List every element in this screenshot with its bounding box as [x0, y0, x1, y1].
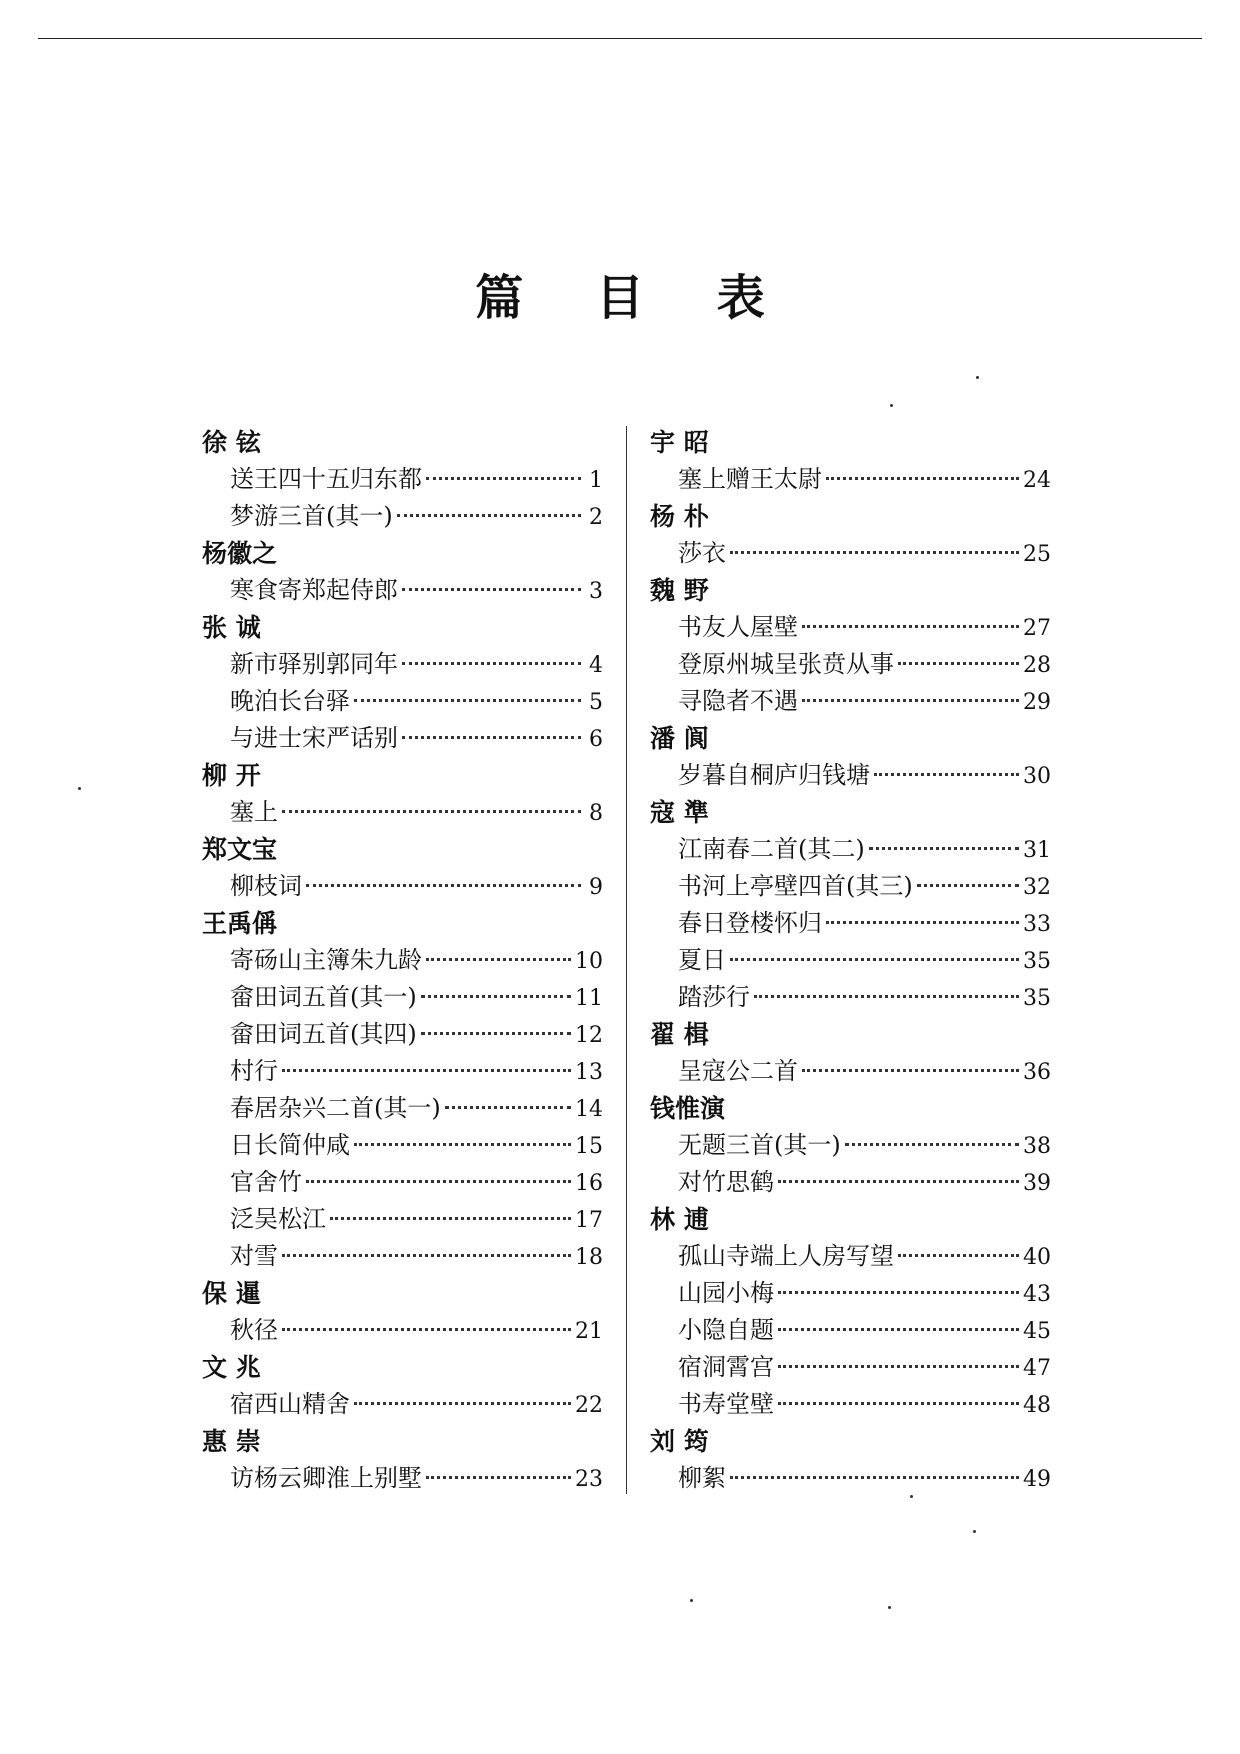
page-number: 30 [1023, 764, 1051, 789]
dot-leader [917, 884, 1019, 887]
page-number: 14 [575, 1097, 603, 1122]
dot-leader [282, 810, 581, 813]
poem-title: 宿洞霄宫 [678, 1353, 774, 1381]
page-number: 11 [575, 986, 603, 1011]
scan-speck [690, 1599, 693, 1602]
author-heading: 魏 野 [650, 576, 709, 605]
toc-entry[interactable] [646, 1312, 1051, 1349]
page-number: 22 [575, 1393, 603, 1418]
poem-title: 塞上赠王太尉 [678, 465, 822, 493]
toc-entry[interactable] [198, 794, 603, 831]
dot-leader [730, 1476, 1019, 1479]
toc-entry[interactable] [646, 1460, 1051, 1497]
poem-title: 寻隐者不遇 [678, 687, 798, 715]
toc-entry[interactable] [646, 1053, 1051, 1090]
scan-speck [910, 1495, 913, 1498]
toc-entry[interactable] [646, 1349, 1051, 1386]
poem-title: 送王四十五归东都 [230, 465, 422, 493]
page-number: 6 [589, 727, 603, 752]
poem-title: 岁暮自桐庐归钱塘 [678, 761, 870, 789]
author-heading: 潘 阆 [650, 724, 709, 753]
poem-title: 春日登楼怀归 [678, 909, 822, 937]
dot-leader [421, 1032, 571, 1035]
dot-leader [402, 736, 581, 739]
toc-entry[interactable] [198, 720, 603, 757]
poem-title: 书寿堂壁 [678, 1390, 774, 1418]
dot-leader [354, 1143, 571, 1146]
poem-title: 畲田词五首(其一) [230, 983, 417, 1011]
toc-left-column [198, 424, 603, 1497]
poem-title: 官舍竹 [230, 1168, 302, 1196]
author-heading: 寇 準 [650, 798, 709, 827]
poem-title: 秋径 [230, 1316, 278, 1344]
poem-title: 踏莎行 [678, 983, 750, 1011]
author-heading: 杨 朴 [650, 502, 709, 531]
page-number: 45 [1023, 1319, 1051, 1344]
dot-leader [282, 1254, 571, 1257]
dot-leader [402, 662, 581, 665]
author-heading: 惠 崇 [202, 1427, 261, 1456]
dot-leader [778, 1328, 1019, 1331]
author-heading: 宇 昭 [650, 428, 709, 457]
poem-title: 登原州城呈张贲从事 [678, 650, 894, 678]
page-number: 8 [589, 801, 603, 826]
scan-speck [976, 376, 979, 379]
dot-leader [802, 699, 1019, 702]
page-number: 39 [1023, 1171, 1051, 1196]
author-heading: 郑文宝 [202, 835, 278, 864]
dot-leader [421, 995, 571, 998]
poem-title: 对雪 [230, 1242, 278, 1270]
author-heading: 张 诚 [202, 613, 261, 642]
toc-entry[interactable] [646, 942, 1051, 979]
page-number: 23 [575, 1467, 603, 1492]
dot-leader [354, 1402, 571, 1405]
page-number: 48 [1023, 1393, 1051, 1418]
page-number: 36 [1023, 1060, 1051, 1085]
page-number: 49 [1023, 1467, 1051, 1492]
poem-title: 无题三首(其一) [678, 1131, 841, 1159]
author-heading: 刘 筠 [650, 1427, 709, 1456]
dot-leader [397, 514, 581, 517]
page-number: 29 [1023, 690, 1051, 715]
poem-title: 书河上亭壁四首(其三) [678, 872, 913, 900]
toc-entry[interactable] [198, 1312, 603, 1349]
author-heading: 林 逋 [650, 1205, 709, 1234]
dot-leader [306, 884, 581, 887]
dot-leader [730, 958, 1019, 961]
poem-title: 孤山寺端上人房写望 [678, 1242, 894, 1270]
author-heading: 文 兆 [202, 1353, 261, 1382]
toc-entry[interactable] [198, 572, 603, 609]
poem-title: 柳絮 [678, 1464, 726, 1492]
toc-entry[interactable] [198, 1201, 603, 1238]
toc-entry[interactable] [646, 535, 1051, 572]
page-title: 篇 目 表 [475, 270, 793, 326]
page-number: 16 [575, 1171, 603, 1196]
poem-title: 寒食寄郑起侍郎 [230, 576, 398, 604]
page-number: 43 [1023, 1282, 1051, 1307]
toc-entry[interactable] [646, 979, 1051, 1016]
toc-entry[interactable] [198, 683, 603, 720]
page-number: 35 [1023, 949, 1051, 974]
toc-entry[interactable] [646, 646, 1051, 683]
poem-title: 寄砀山主簿朱九龄 [230, 946, 422, 974]
author-heading: 保 暹 [202, 1279, 261, 1308]
page-number: 31 [1023, 838, 1051, 863]
page-number: 12 [575, 1023, 603, 1048]
toc-entry[interactable] [198, 1238, 603, 1275]
dot-leader [869, 847, 1019, 850]
dot-leader [445, 1106, 571, 1109]
poem-title: 呈寇公二首 [678, 1057, 798, 1085]
dot-leader [778, 1402, 1019, 1405]
page-number: 1 [589, 468, 603, 493]
toc-entry[interactable] [646, 757, 1051, 794]
dot-leader [778, 1291, 1019, 1294]
page-number: 18 [575, 1245, 603, 1270]
page-number: 4 [589, 653, 603, 678]
page-number: 47 [1023, 1356, 1051, 1381]
toc-entry[interactable] [646, 1238, 1051, 1275]
dot-leader [426, 477, 581, 480]
dot-leader [845, 1143, 1019, 1146]
toc-entry[interactable] [646, 609, 1051, 646]
toc-entry[interactable] [198, 979, 603, 1016]
page-number: 17 [575, 1208, 603, 1233]
column-divider [626, 426, 627, 1494]
dot-leader [898, 1254, 1019, 1257]
toc-entry[interactable] [646, 1275, 1051, 1312]
dot-leader [330, 1217, 571, 1220]
scan-speck [890, 404, 893, 407]
toc-entry[interactable] [646, 868, 1051, 905]
poem-title: 莎衣 [678, 539, 726, 567]
dot-leader [898, 662, 1019, 665]
dot-leader [730, 551, 1019, 554]
scan-speck [973, 1530, 976, 1533]
dot-leader [778, 1180, 1019, 1183]
page-number: 5 [589, 690, 603, 715]
scan-speck [78, 787, 81, 790]
poem-title: 访杨云卿淮上别墅 [230, 1464, 422, 1492]
toc-entry[interactable] [198, 868, 603, 905]
dot-leader [802, 625, 1019, 628]
author-heading: 杨徽之 [202, 539, 278, 568]
page-number: 2 [589, 505, 603, 530]
author-heading: 徐 铉 [202, 428, 261, 457]
dot-leader [826, 477, 1019, 480]
scan-speck [888, 1606, 891, 1609]
toc-entry[interactable] [646, 905, 1051, 942]
poem-title: 晚泊长台驿 [230, 687, 350, 715]
page-number: 32 [1023, 875, 1051, 900]
page-number: 10 [575, 949, 603, 974]
poem-title: 畲田词五首(其四) [230, 1020, 417, 1048]
poem-title: 江南春二首(其二) [678, 835, 865, 863]
toc-entry[interactable] [646, 1164, 1051, 1201]
author-heading: 王禹偁 [202, 909, 278, 938]
page-number: 38 [1023, 1134, 1051, 1159]
author-heading: 钱惟演 [650, 1094, 726, 1123]
dot-leader [754, 995, 1019, 998]
poem-title: 塞上 [230, 798, 278, 826]
dot-leader [282, 1069, 571, 1072]
toc-entry[interactable] [198, 1053, 603, 1090]
poem-title: 小隐自题 [678, 1316, 774, 1344]
toc-entry[interactable] [646, 1127, 1051, 1164]
poem-title: 新市驿别郭同年 [230, 650, 398, 678]
poem-title: 梦游三首(其一) [230, 502, 393, 530]
dot-leader [426, 958, 571, 961]
page-number: 25 [1023, 542, 1051, 567]
poem-title: 村行 [230, 1057, 278, 1085]
dot-leader [778, 1365, 1019, 1368]
dot-leader [802, 1069, 1019, 1072]
page-number: 27 [1023, 616, 1051, 641]
dot-leader [874, 773, 1019, 776]
toc-entry[interactable] [646, 461, 1051, 498]
page-number: 13 [575, 1060, 603, 1085]
dot-leader [282, 1328, 571, 1331]
toc-entry[interactable] [198, 461, 603, 498]
toc-entry[interactable] [198, 1460, 603, 1497]
toc-right-column [646, 424, 1051, 1497]
dot-leader [306, 1180, 571, 1183]
page-number: 3 [589, 579, 603, 604]
author-heading: 翟 楫 [650, 1020, 709, 1049]
poem-title: 日长简仲咸 [230, 1131, 350, 1159]
toc-entry[interactable] [198, 646, 603, 683]
toc-entry[interactable] [198, 1164, 603, 1201]
dot-leader [826, 921, 1019, 924]
poem-title: 泛吴松江 [230, 1205, 326, 1233]
page-number: 40 [1023, 1245, 1051, 1270]
toc-entry[interactable] [198, 942, 603, 979]
top-rule [38, 38, 1202, 39]
poem-title: 柳枝词 [230, 872, 302, 900]
author-heading: 柳 开 [202, 761, 261, 790]
toc-entry[interactable] [198, 1090, 603, 1127]
page-number: 33 [1023, 912, 1051, 937]
page-number: 24 [1023, 468, 1051, 493]
poem-title: 书友人屋壁 [678, 613, 798, 641]
dot-leader [354, 699, 581, 702]
dot-leader [426, 1476, 571, 1479]
toc-entry[interactable] [646, 1386, 1051, 1423]
poem-title: 山园小梅 [678, 1279, 774, 1307]
toc-entry[interactable] [646, 831, 1051, 868]
poem-title: 春居杂兴二首(其一) [230, 1094, 441, 1122]
toc-entry[interactable] [646, 683, 1051, 720]
dot-leader [402, 588, 581, 591]
toc-entry[interactable] [198, 498, 603, 535]
page-number: 28 [1023, 653, 1051, 678]
poem-title: 与进士宋严话别 [230, 724, 398, 752]
toc-entry[interactable] [198, 1127, 603, 1164]
page-number: 9 [589, 875, 603, 900]
poem-title: 对竹思鹤 [678, 1168, 774, 1196]
page-number: 21 [575, 1319, 603, 1344]
poem-title: 宿西山精舍 [230, 1390, 350, 1418]
page-number: 35 [1023, 986, 1051, 1011]
toc-entry[interactable] [198, 1016, 603, 1053]
toc-entry[interactable] [198, 1386, 603, 1423]
page-number: 15 [575, 1134, 603, 1159]
poem-title: 夏日 [678, 946, 726, 974]
